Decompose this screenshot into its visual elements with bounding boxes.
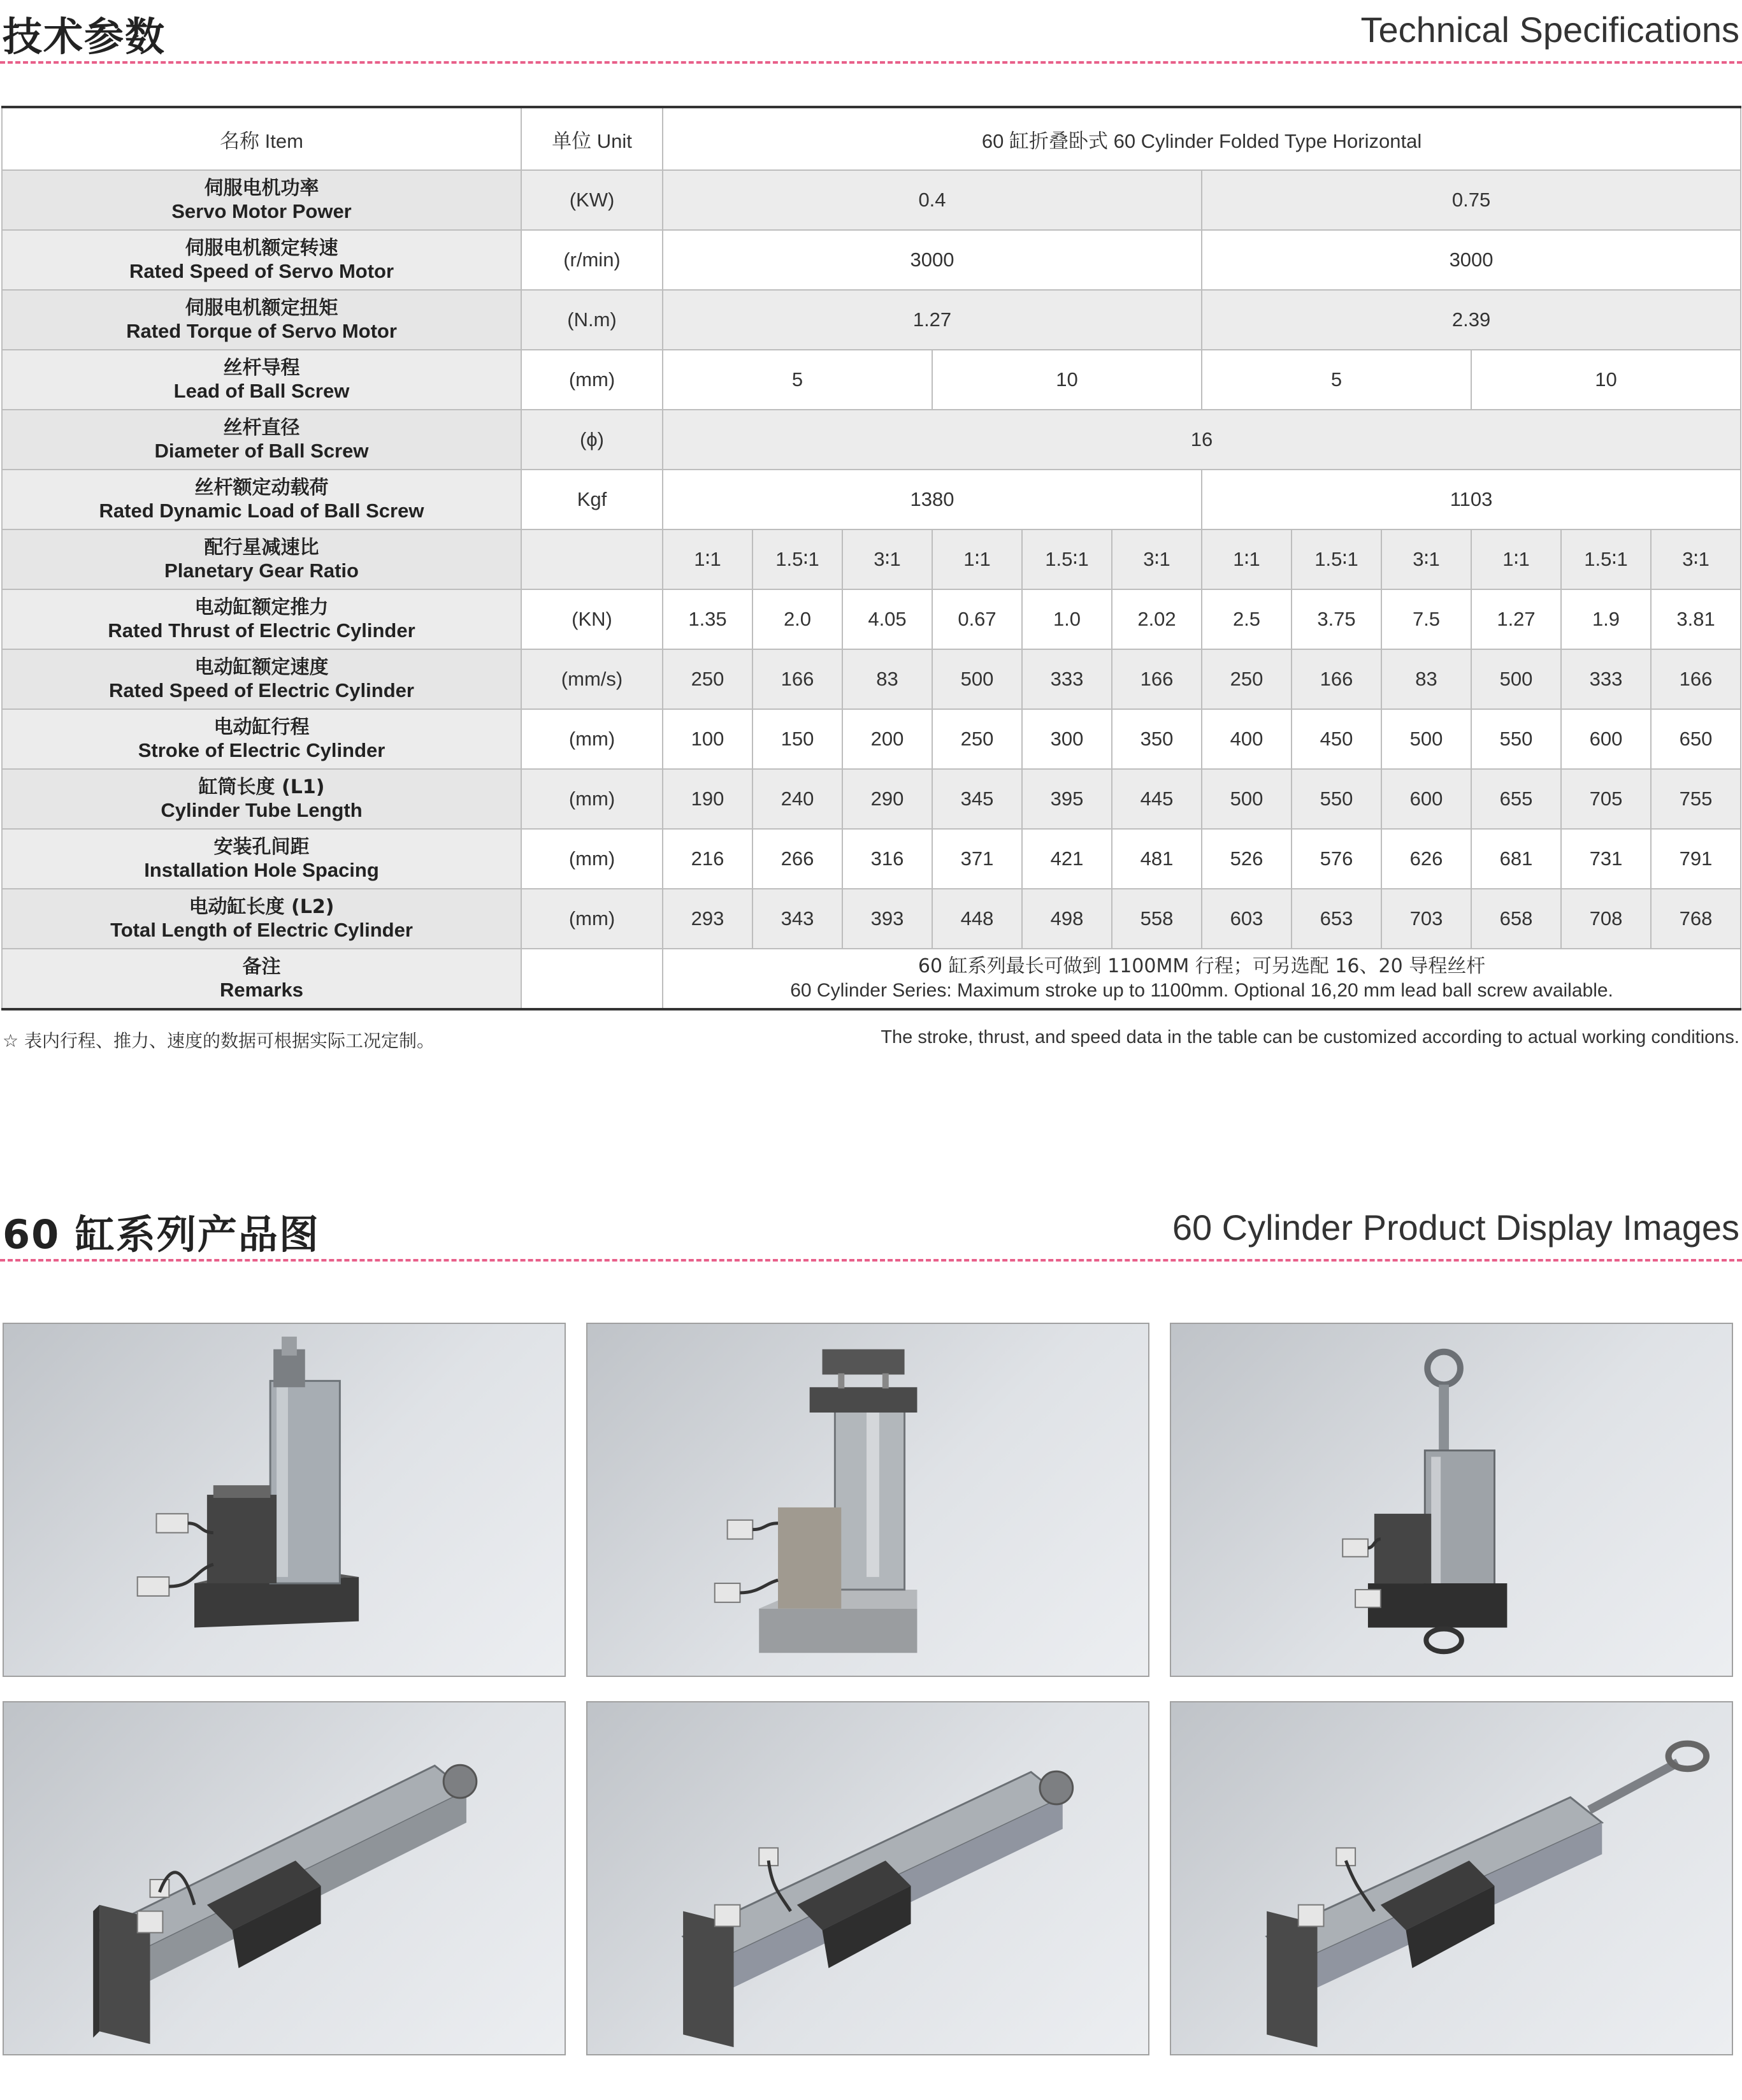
table-cell: 3∶1 (1651, 529, 1741, 589)
row-unit: (KN) (521, 589, 663, 649)
row-label-thrust (2, 589, 521, 649)
table-cell: 250 (932, 709, 1022, 769)
table-cell: 300 (1022, 709, 1112, 769)
row-label-cn: 缸筒长度 (L1) (198, 776, 325, 798)
table-cell: 333 (1561, 649, 1651, 709)
header-unit: 单位 Unit (521, 107, 663, 170)
table-cell: 10 (932, 350, 1202, 410)
table-cell: 626 (1381, 829, 1471, 889)
row-label-en: Rated Speed of Electric Cylinder (109, 679, 414, 701)
row-label-en: Cylinder Tube Length (161, 799, 363, 821)
row-label-cn: 电动缸行程 (213, 716, 310, 738)
table-row (2, 170, 1741, 230)
table-cell: 400 (1202, 709, 1292, 769)
table-cell: 445 (1112, 769, 1202, 829)
table-cell: 500 (1381, 709, 1471, 769)
table-cell: 3000 (663, 230, 1202, 290)
table-cell: 791 (1651, 829, 1741, 889)
table-row (2, 529, 1741, 589)
product-image-2 (586, 1323, 1149, 1677)
row-label-diameter (2, 410, 521, 470)
table-cell: 558 (1112, 889, 1202, 949)
table-cell: 550 (1471, 709, 1561, 769)
row-label-en: Rated Torque of Servo Motor (126, 320, 397, 342)
note-en: The stroke, thrust, and speed data in the table can be customized according to actual working conditions. (881, 1027, 1739, 1047)
row-unit: (mm) (521, 769, 663, 829)
table-cell: 16 (663, 410, 1741, 470)
row-label-hole (2, 829, 521, 889)
table-cell: 3.75 (1292, 589, 1381, 649)
section-divider (0, 61, 1742, 64)
specs-title-en: Technical Specifications (1360, 10, 1739, 50)
table-cell: 150 (752, 709, 842, 769)
table-cell: 4.05 (842, 589, 932, 649)
table-cell: 705 (1561, 769, 1651, 829)
table-row (2, 649, 1741, 709)
row-label-cn: 安装孔间距 (213, 836, 310, 858)
table-row (2, 230, 1741, 290)
cylinder-render-vertical-3 (1171, 1324, 1732, 1676)
row-label-ratio (2, 529, 521, 589)
table-cell: 2.02 (1112, 589, 1202, 649)
row-unit: Kgf (521, 470, 663, 529)
row-label-cn: 伺服电机额定转速 (185, 237, 338, 259)
table-cell: 350 (1112, 709, 1202, 769)
row-label-cn: 丝杆直径 (223, 417, 300, 439)
table-cell: 731 (1561, 829, 1651, 889)
cylinder-render-vertical-1 (4, 1324, 565, 1676)
specs-title-cn: 技术参数 (3, 13, 166, 60)
row-label-en: Rated Speed of Servo Motor (129, 260, 394, 282)
row-label-en: Installation Hole Spacing (144, 859, 379, 881)
table-cell: 3∶1 (1381, 529, 1471, 589)
remarks-cell (663, 949, 1741, 1009)
row-unit: (ϕ) (521, 410, 663, 470)
row-label-cn: 备注 (242, 956, 281, 978)
table-cell: 83 (1381, 649, 1471, 709)
row-label-en: Total Length of Electric Cylinder (110, 919, 413, 941)
table-cell: 0.67 (932, 589, 1022, 649)
table-row (2, 290, 1741, 350)
table-cell: 316 (842, 829, 932, 889)
row-label-en: Lead of Ball Screw (173, 380, 350, 402)
table-cell: 240 (752, 769, 842, 829)
table-cell: 650 (1651, 709, 1741, 769)
table-cell: 481 (1112, 829, 1202, 889)
table-row (2, 829, 1741, 889)
row-unit (521, 529, 663, 589)
cylinder-render-horizontal-3 (1171, 1702, 1732, 2054)
table-cell: 500 (932, 649, 1022, 709)
table-cell: 0.75 (1202, 170, 1741, 230)
row-label-cylspeed (2, 649, 521, 709)
table-cell: 576 (1292, 829, 1381, 889)
table-row (2, 410, 1741, 470)
row-label-tube (2, 769, 521, 829)
gallery-title-cn: 60 缸系列产品图 (3, 1211, 320, 1258)
row-unit (521, 949, 663, 1009)
table-row (2, 470, 1741, 529)
product-image-6 (1170, 1701, 1733, 2055)
header-item: 名称 Item (2, 107, 521, 170)
table-cell: 371 (932, 829, 1022, 889)
table-cell: 0.4 (663, 170, 1202, 230)
table-cell: 1∶1 (1471, 529, 1561, 589)
table-cell: 1.27 (663, 290, 1202, 350)
table-cell: 393 (842, 889, 932, 949)
row-label-cn: 电动缸额定推力 (194, 596, 329, 619)
row-unit: (mm) (521, 350, 663, 410)
row-label-torque (2, 290, 521, 350)
row-label-en: Planetary Gear Ratio (164, 559, 359, 582)
table-cell: 768 (1651, 889, 1741, 949)
row-unit: (mm) (521, 889, 663, 949)
row-label-en: Rated Dynamic Load of Ball Screw (99, 500, 424, 522)
row-label-cn: 配行星减速比 (204, 536, 319, 559)
table-cell: 1.35 (663, 589, 752, 649)
table-cell: 3∶1 (1112, 529, 1202, 589)
row-label-load (2, 470, 521, 529)
row-label-en: Servo Motor Power (171, 200, 352, 222)
table-cell: 166 (1651, 649, 1741, 709)
row-label-stroke (2, 709, 521, 769)
row-unit: (mm) (521, 709, 663, 769)
table-cell: 290 (842, 769, 932, 829)
table-cell: 1.9 (1561, 589, 1651, 649)
row-label-remarks (2, 949, 521, 1009)
row-label-cn: 丝杆导程 (223, 357, 300, 379)
table-cell: 600 (1561, 709, 1651, 769)
table-notes (3, 1027, 1739, 1059)
table-cell: 1.5∶1 (1292, 529, 1381, 589)
table-cell: 550 (1292, 769, 1381, 829)
note-cn: ☆ 表内行程、推力、速度的数据可根据实际工况定制。 (3, 1030, 435, 1051)
table-cell: 200 (842, 709, 932, 769)
row-label-total (2, 889, 521, 949)
table-row (2, 350, 1741, 410)
cylinder-render-horizontal-2 (587, 1702, 1148, 2054)
table-cell: 190 (663, 769, 752, 829)
remarks-line-cn: 60 缸系列最长可做到 1100MM 行程；可另选配 16、20 导程丝杆 (918, 955, 1486, 977)
table-cell: 166 (752, 649, 842, 709)
table-row (2, 889, 1741, 949)
table-cell: 216 (663, 829, 752, 889)
product-image-3 (1170, 1323, 1733, 1677)
table-cell: 1.5∶1 (1022, 529, 1112, 589)
table-cell: 600 (1381, 769, 1471, 829)
table-cell: 526 (1202, 829, 1292, 889)
table-cell: 293 (663, 889, 752, 949)
table-cell: 3∶1 (842, 529, 932, 589)
table-cell: 2.39 (1202, 290, 1741, 350)
row-label-en: Diameter of Ball Screw (154, 440, 369, 462)
table-cell: 1.5∶1 (752, 529, 842, 589)
row-label-cn: 电动缸长度 (L2) (189, 896, 335, 918)
row-label-en: Rated Thrust of Electric Cylinder (108, 619, 415, 642)
row-label-cn: 电动缸额定速度 (194, 656, 329, 679)
table-cell: 333 (1022, 649, 1112, 709)
specs-section-header (0, 0, 1742, 70)
table-cell: 166 (1112, 649, 1202, 709)
table-cell: 2.0 (752, 589, 842, 649)
table-cell: 500 (1471, 649, 1561, 709)
row-unit: (N.m) (521, 290, 663, 350)
row-label-cn: 伺服电机功率 (204, 177, 319, 199)
table-cell: 1∶1 (932, 529, 1022, 589)
table-cell: 658 (1471, 889, 1561, 949)
row-unit: (mm) (521, 829, 663, 889)
table-cell: 345 (932, 769, 1022, 829)
table-row (2, 769, 1741, 829)
row-label-cn: 丝杆额定动载荷 (194, 477, 329, 499)
table-cell: 343 (752, 889, 842, 949)
row-unit: (mm/s) (521, 649, 663, 709)
table-cell: 5 (1202, 350, 1471, 410)
table-cell: 421 (1022, 829, 1112, 889)
cylinder-render-vertical-2 (587, 1324, 1148, 1676)
table-cell: 2.5 (1202, 589, 1292, 649)
table-cell: 1380 (663, 470, 1202, 529)
table-cell: 266 (752, 829, 842, 889)
spec-table (1, 106, 1741, 1010)
section-divider (0, 1259, 1742, 1262)
table-cell: 3000 (1202, 230, 1741, 290)
table-cell: 1.5∶1 (1561, 529, 1651, 589)
row-unit: (r/min) (521, 230, 663, 290)
table-cell: 1.0 (1022, 589, 1112, 649)
row-label-speed (2, 230, 521, 290)
row-label-en: Stroke of Electric Cylinder (138, 739, 385, 761)
table-cell: 708 (1561, 889, 1651, 949)
table-cell: 681 (1471, 829, 1561, 889)
table-row-remarks (2, 949, 1741, 1009)
row-label-en: Remarks (220, 979, 303, 1001)
table-cell: 5 (663, 350, 932, 410)
row-unit: (KW) (521, 170, 663, 230)
table-cell: 1103 (1202, 470, 1741, 529)
table-cell: 1∶1 (663, 529, 752, 589)
header-model: 60 缸折叠卧式 60 Cylinder Folded Type Horizontal (663, 107, 1741, 170)
row-label-lead (2, 350, 521, 410)
table-cell: 7.5 (1381, 589, 1471, 649)
table-header-row (2, 107, 1741, 170)
table-cell: 603 (1202, 889, 1292, 949)
table-row (2, 709, 1741, 769)
table-cell: 250 (1202, 649, 1292, 709)
table-cell: 166 (1292, 649, 1381, 709)
table-cell: 10 (1471, 350, 1741, 410)
product-image-4 (3, 1701, 566, 2055)
cylinder-render-horizontal-1 (4, 1702, 565, 2054)
table-cell: 395 (1022, 769, 1112, 829)
table-cell: 1∶1 (1202, 529, 1292, 589)
row-label-cn: 伺服电机额定扭矩 (185, 297, 338, 319)
table-cell: 250 (663, 649, 752, 709)
table-cell: 655 (1471, 769, 1561, 829)
gallery-section-header (0, 1198, 1742, 1268)
table-cell: 1.27 (1471, 589, 1561, 649)
table-cell: 450 (1292, 709, 1381, 769)
gallery-title-en: 60 Cylinder Product Display Images (1172, 1207, 1739, 1248)
product-image-5 (586, 1701, 1149, 2055)
table-cell: 653 (1292, 889, 1381, 949)
table-cell: 498 (1022, 889, 1112, 949)
table-cell: 755 (1651, 769, 1741, 829)
table-cell: 83 (842, 649, 932, 709)
table-cell: 3.81 (1651, 589, 1741, 649)
product-image-1 (3, 1323, 566, 1677)
row-label-power (2, 170, 521, 230)
table-cell: 703 (1381, 889, 1471, 949)
table-row (2, 589, 1741, 649)
remarks-line-en: 60 Cylinder Series: Maximum stroke up to 1100mm. Optional 16,20 mm lead ball screw available. (790, 980, 1613, 1001)
table-cell: 448 (932, 889, 1022, 949)
table-cell: 100 (663, 709, 752, 769)
table-cell: 500 (1202, 769, 1292, 829)
